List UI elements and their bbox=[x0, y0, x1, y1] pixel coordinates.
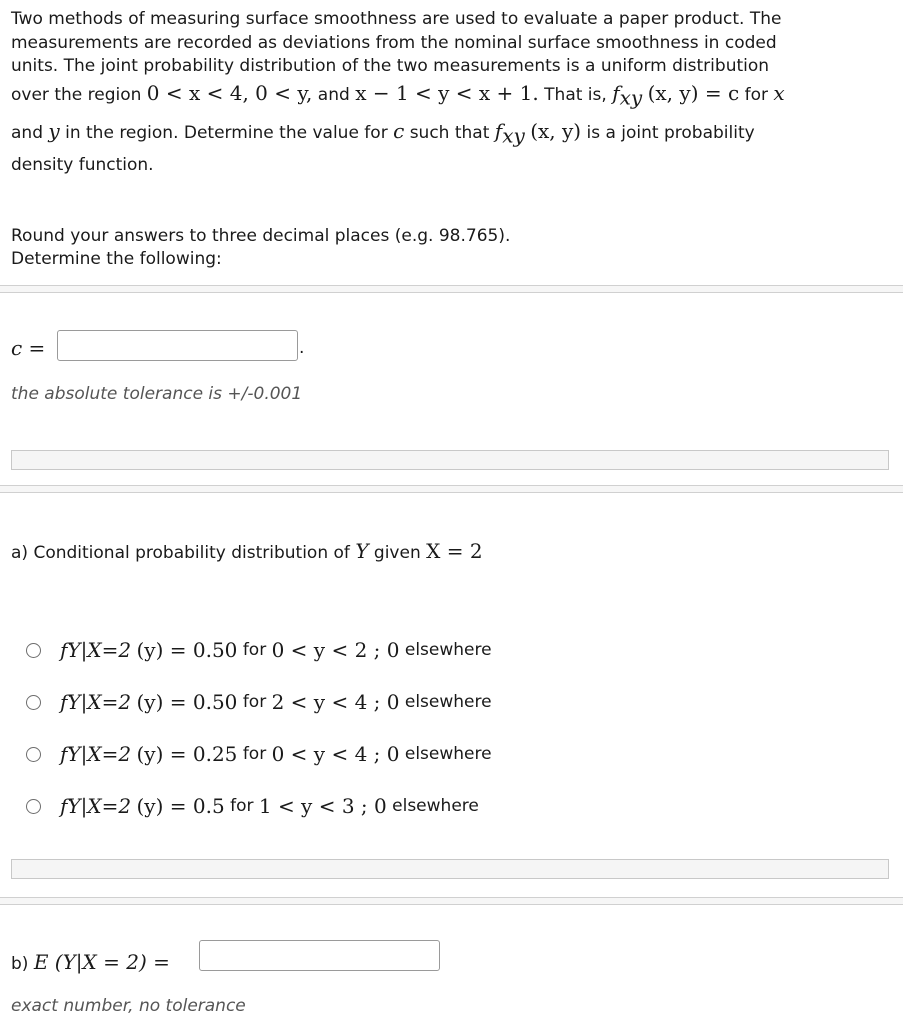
intro-text: and bbox=[317, 84, 350, 105]
joint-f-args: (x, y) bbox=[530, 119, 582, 144]
cond-f: f bbox=[60, 690, 68, 714]
cond-f: f bbox=[60, 742, 68, 766]
radio-button[interactable] bbox=[26, 643, 41, 658]
option-text: elsewhere bbox=[404, 692, 492, 712]
expectation-math: E (Y|X = 2) = bbox=[33, 950, 170, 974]
intro-line-3: units. The joint probability distribution of the two measurements is a uniform distribution bbox=[11, 56, 770, 76]
region-math: 0 < x < 4, 0 < y, bbox=[146, 80, 313, 105]
expectation-input[interactable] bbox=[199, 940, 440, 971]
intro-text: in the region. Determine the value for bbox=[65, 123, 388, 144]
radio-button[interactable] bbox=[26, 695, 41, 710]
option-range: 0 < y < 2 ; 0 bbox=[271, 638, 400, 662]
intro-text: That is, bbox=[544, 84, 607, 105]
part-a-label bbox=[11, 539, 483, 563]
intro-text: such that bbox=[409, 123, 490, 144]
var-x: x bbox=[773, 80, 785, 105]
section-divider bbox=[0, 285, 903, 293]
joint-f: f bbox=[612, 80, 620, 105]
joint-f-sub: xy bbox=[502, 123, 525, 148]
joint-f-sub: xy bbox=[619, 84, 643, 109]
option-a4[interactable] bbox=[26, 794, 479, 818]
option-density: (y) = 0.50 bbox=[136, 690, 238, 714]
part-a-text: given bbox=[373, 543, 421, 563]
intro-text: for bbox=[744, 84, 768, 105]
instructions bbox=[11, 225, 510, 271]
cond-f-sub: Y|X=2 bbox=[67, 794, 132, 818]
option-text: for bbox=[242, 692, 267, 712]
option-text: elsewhere bbox=[404, 744, 492, 764]
c-label: c = bbox=[11, 336, 46, 360]
part-a-text: a) Conditional probability distribution of bbox=[11, 543, 350, 563]
option-text: for bbox=[242, 640, 267, 660]
option-range: 1 < y < 3 ; 0 bbox=[258, 794, 387, 818]
option-text: for bbox=[230, 796, 254, 816]
c-input[interactable] bbox=[57, 330, 298, 361]
var-Y: Y bbox=[355, 539, 369, 563]
intro-line-2: measurements are recorded as deviations from the nominal surface smoothness in coded bbox=[11, 32, 777, 53]
intro-line-1: Two methods of measuring surface smoothness are used to evaluate a paper product. The bbox=[11, 9, 782, 29]
option-text: for bbox=[242, 744, 267, 764]
option-density: (y) = 0.5 bbox=[136, 794, 225, 818]
option-a2[interactable] bbox=[26, 690, 492, 714]
cond-f-sub: Y|X=2 bbox=[67, 742, 132, 766]
c-period: . bbox=[299, 338, 305, 358]
var-y: y bbox=[48, 119, 60, 144]
part-b-label bbox=[11, 950, 170, 974]
cond-f: f bbox=[60, 794, 68, 818]
section-divider bbox=[0, 485, 903, 493]
option-range: 2 < y < 4 ; 0 bbox=[271, 690, 400, 714]
cond-f: f bbox=[60, 638, 68, 662]
part-a-condition: X = 2 bbox=[426, 539, 483, 563]
intro-text: is a joint probability bbox=[586, 123, 755, 144]
radio-button[interactable] bbox=[26, 799, 41, 814]
part-b-hint: exact number, no tolerance bbox=[11, 996, 246, 1016]
option-range: 0 < y < 4 ; 0 bbox=[271, 742, 400, 766]
option-density: (y) = 0.25 bbox=[136, 742, 238, 766]
radio-button[interactable] bbox=[26, 747, 41, 762]
option-a1[interactable] bbox=[26, 638, 492, 662]
option-text: elsewhere bbox=[392, 796, 479, 816]
option-a3[interactable] bbox=[26, 742, 492, 766]
region-math: x − 1 < y < x + 1. bbox=[355, 80, 539, 105]
joint-f: f bbox=[494, 119, 503, 144]
section-divider bbox=[0, 897, 903, 905]
option-density: (y) = 0.50 bbox=[136, 638, 238, 662]
c-tolerance-hint: the absolute tolerance is +/-0.001 bbox=[11, 384, 303, 404]
cond-f-sub: Y|X=2 bbox=[67, 690, 132, 714]
intro-line-6: density function. bbox=[11, 155, 154, 176]
instructions-determine: Determine the following: bbox=[11, 249, 222, 269]
intro-text: and bbox=[11, 123, 43, 144]
joint-f-args: (x, y) = c bbox=[647, 80, 740, 105]
instructions-round: Round your answers to three decimal places (e.g. 98.765). bbox=[11, 226, 511, 246]
cond-f-sub: Y|X=2 bbox=[67, 638, 132, 662]
option-text: elsewhere bbox=[404, 640, 492, 660]
c-feedback-bar bbox=[11, 450, 889, 470]
var-c: c bbox=[393, 119, 405, 144]
intro-text: over the region bbox=[11, 84, 142, 105]
part-a-feedback-bar bbox=[11, 859, 889, 879]
intro-line-5 bbox=[11, 120, 891, 148]
intro-line-4 bbox=[11, 82, 891, 110]
problem-statement bbox=[11, 8, 891, 178]
part-b-text: b) bbox=[11, 954, 29, 974]
